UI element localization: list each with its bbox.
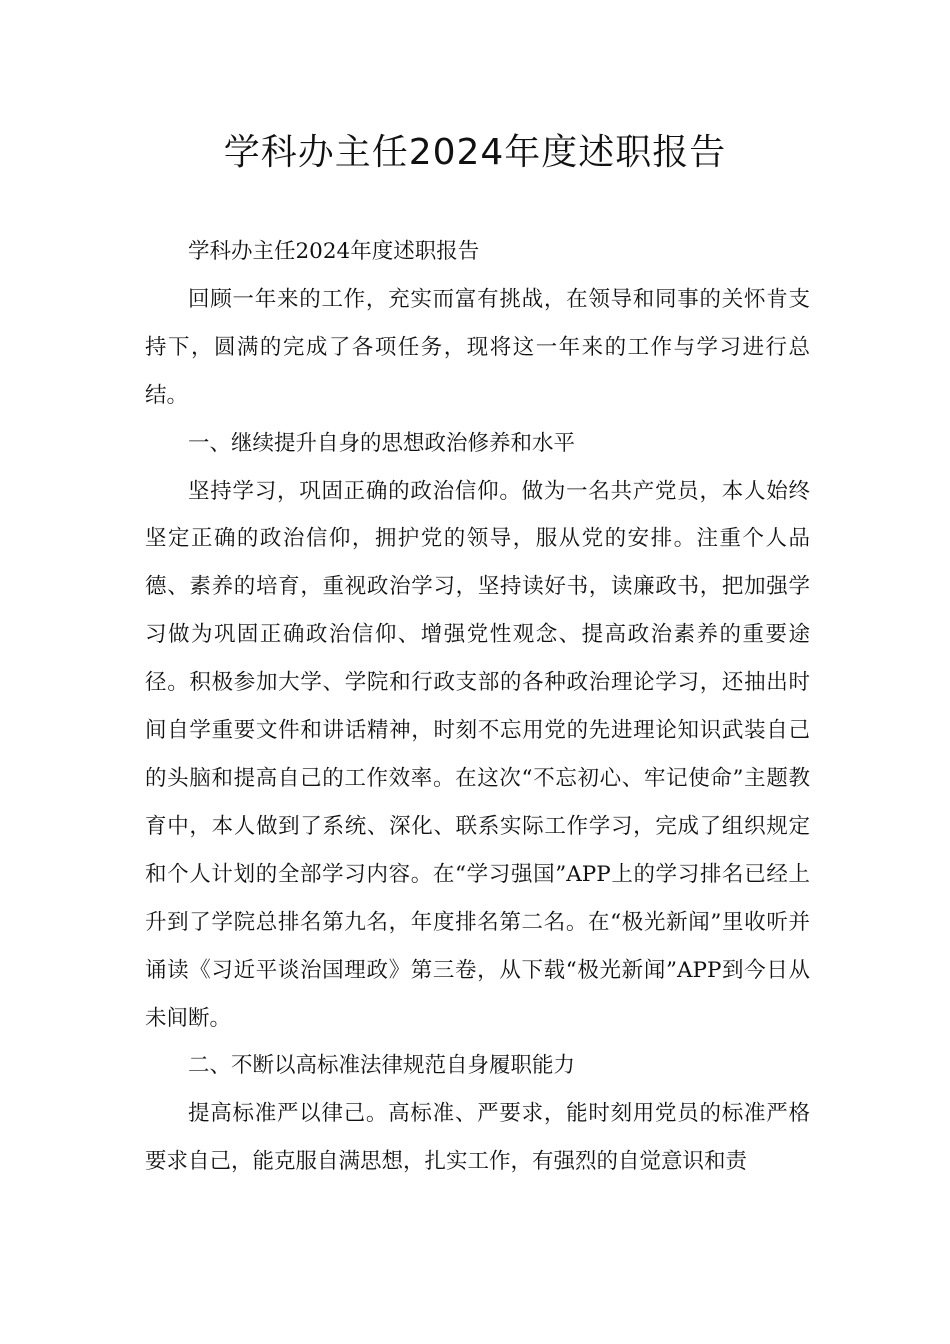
section-heading-1: 一、继续提升自身的思想政治修养和水平 (188, 430, 576, 456)
paragraph-subtitle: 学科办主任2024年度述职报告 (188, 239, 480, 264)
paragraph-section-2: 提高标准严以律己。高标准、严要求，能时刻用党员的标准严格要求自己，能克服自满思想，扎实工作，有强烈的自觉意识和责 (145, 1101, 810, 1175)
paragraph-intro: 回顾一年来的工作，充实而富有挑战，在领导和同事的关怀肯支持下，圆满的完成了各项任务，现将这一年来的工作与学习进行总结。 (145, 286, 810, 408)
section-heading-2: 二、不断以高标准法律规范自身履职能力 (188, 1053, 576, 1079)
paragraph-section-1: 坚持学习，巩固正确的政治信仰。做为一名共产党员，本人始终坚定正确的政治信仰，拥护党的领导，服从党的安排。注重个人品德、素养的培育，重视政治学习，坚持读好书，读廉政书，把加强学习做为巩固正确政治信仰、增强党性观念、提高政治素养的重要途径。积极参加大学、学院和行政支部的各种政治理论学习，还抽出时间自学重要文件和讲话精神，时刻不忘用党的先进理论知识武装自己的头脑和提高自己的工作效率。在这次“不忘初心、牢记使命”主题教育中，本人做到了系统、深化、联系实际工作学习，完成了组织规定和个人计划的全部学习内容。在“学习强国”APP上的学习排名已经上升到了学院总排名第九名，年度排名第二名。在“极光新闻”里收听并诵读《习近平谈治国理政》第三卷，从下载“极光新闻”APP到今日从未间断。 (145, 478, 810, 1031)
document-body (145, 228, 810, 1186)
document-title: 学科办主任2024年度述职报告 (223, 132, 727, 173)
